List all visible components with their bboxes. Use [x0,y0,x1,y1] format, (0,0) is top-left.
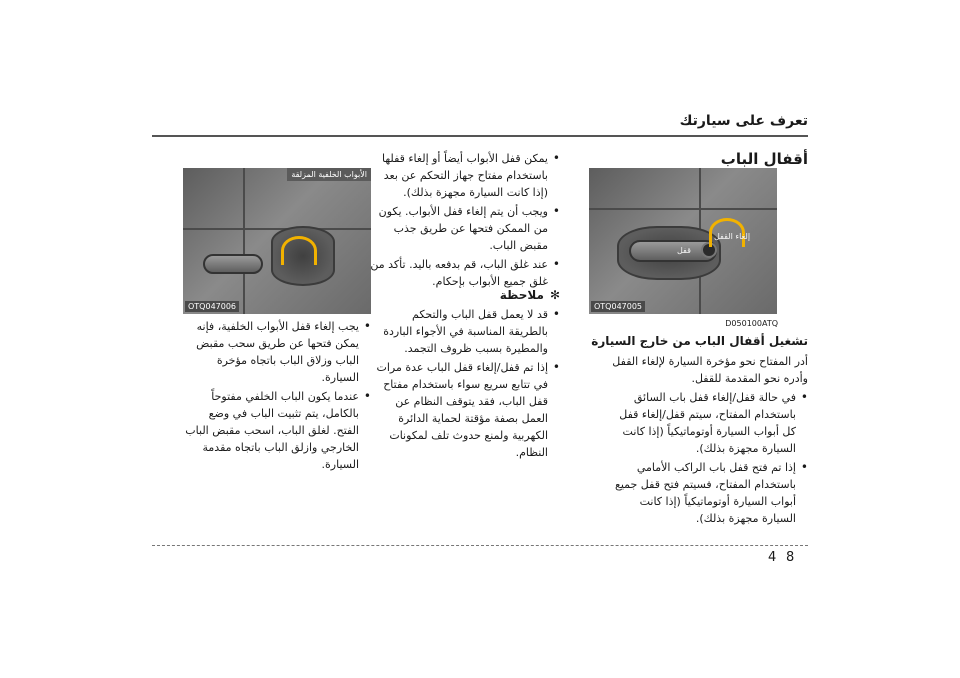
door-handle [203,254,263,274]
note-heading [500,288,560,302]
door-seam [243,168,245,314]
left-column [181,318,371,475]
section-title: أقفال الباب [720,150,808,168]
slide-arrow-icon [281,236,317,265]
door-panel-line [589,208,777,210]
list-item: • إذا تم فتح قفل باب الراكب الأمامي باستخدام المفتاح، فسيتم فتح قفل جميع أبواب السيارة أوتوماتيكياً (إذا كانت السيارة مجهزة بذلك). [603,459,808,527]
door-panel-line [183,228,371,230]
list-item: • إذا تم قفل/إلغاء قفل الباب عدة مرات في تتابع سريع سواء باستخدام مفتاح قفل الباب، فقد يتوقف النظام عن العمل بصفة مؤقتة لحماية الدائرة الكهربية ولمنع حدوث تلف لمكونات النظام. [370,359,560,461]
header-divider [152,135,808,137]
list-item: • عند غلق الباب، قم بدفعه باليد. تأكد من غلق جميع الأبواب بإحكام. [370,256,560,290]
figure-id: OTQ047006 [185,301,239,312]
sliding-door-figure [183,168,371,314]
list-item: • في حالة قفل/إلغاء قفل باب السائق باستخدام المفتاح، سيتم قفل/إلغاء قفل كل أبواب السيارة أوتوماتيكياً (إذا كانت السيارة مجهزة بذلك). [603,389,808,457]
subheading-exterior: تشغيل أقفال الباب من خارج السيارة [591,334,808,348]
reference-code: D050100ATQ [725,319,778,328]
footer-divider [152,545,808,546]
note-body [370,306,560,463]
list-item: • قد لا يعمل قفل الباب والتحكم بالطريقة المناسبة في الأجواء الباردة والمطيرة بسبب ظروف التجمد. [370,306,560,357]
star-icon: ✻ [549,288,560,302]
intro-paragraph: أدر المفتاح نحو مؤخرة السيارة لإلغاء القفل وأدره نحو المقدمة للقفل. [612,355,808,385]
list-item: • يمكن قفل الأبواب أيضاً أو إلغاء قفلها باستخدام مفتاح جهاز التحكم عن بعد (إذا كانت السيارة مجهزة بذلك). [370,150,560,201]
list-item: • ويجب أن يتم إلغاء قفل الأبواب. يكون من الممكن فتحها عن طريق جذب مقبض الباب. [370,203,560,254]
list-item: • عندما يكون الباب الخلفي مفتوحاً بالكامل، يتم تثبيت الباب في وضع الفتح. لغلق الباب، اسحب مقبض الباب الخارجي وازلق الباب باتجاه مقدمة السيارة. [181,388,371,473]
page-number: 8 [786,550,795,565]
middle-column [370,150,560,292]
lock-label: قفل [677,246,691,255]
figure-id: OTQ047005 [591,301,645,312]
figure-caption: الأبواب الخلفية المزلقة [287,168,371,181]
unlock-label: إلغاء القفل [714,232,751,241]
right-column [603,353,808,529]
page-section: 4 [768,550,777,565]
list-item: • يجب إلغاء قفل الأبواب الخلفية، فإنه يمكن فتحها عن طريق سحب مقبض الباب وزلاق الباب باتجاه مؤخرة السيارة. [181,318,371,386]
chapter-title: تعرف على سيارتك [679,113,808,129]
front-door-lock-figure [589,168,777,314]
note-title-text: ملاحظة [499,288,544,302]
